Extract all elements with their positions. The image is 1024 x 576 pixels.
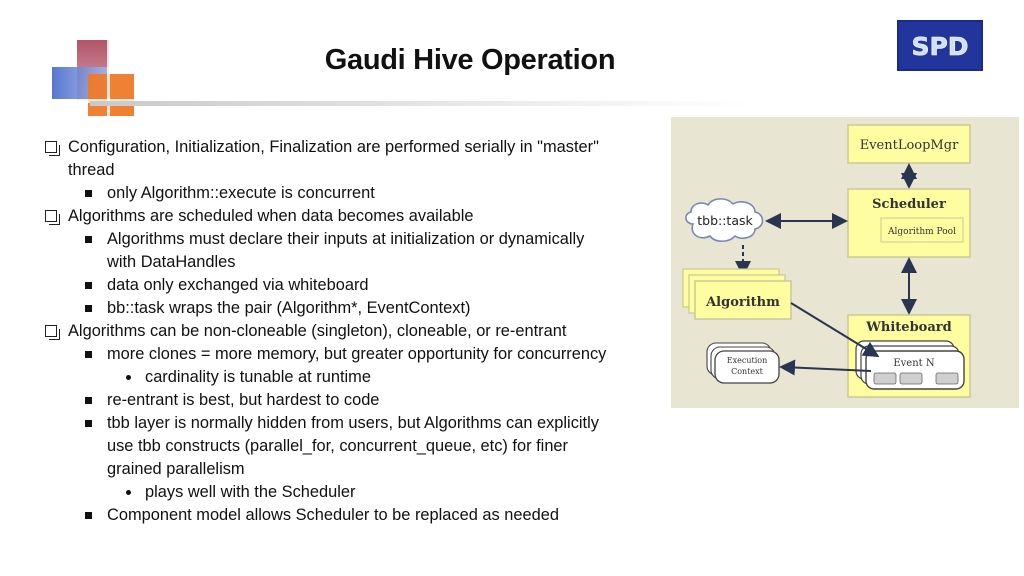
bullet-level2 xyxy=(44,504,664,527)
checkbox-bullet-icon xyxy=(45,325,57,337)
bullet-level2-continuation xyxy=(44,458,664,481)
square-bullet-icon xyxy=(85,305,92,312)
bullet-text: with DataHandles xyxy=(107,253,236,271)
title-underline xyxy=(90,101,750,106)
square-bullet-icon xyxy=(85,282,92,289)
eventloopmgr-label: EventLoopMgr xyxy=(859,138,959,153)
event-n-label: Event N xyxy=(893,358,935,369)
bullet-text: use tbb constructs (parallel_for, concurrent_queue, etc) for finer xyxy=(107,437,569,455)
bullet-level2 xyxy=(44,274,664,297)
bullet-text: data only exchanged via whiteboard xyxy=(107,276,369,294)
dot-bullet-icon xyxy=(126,375,131,380)
checkbox-bullet-icon xyxy=(45,210,57,222)
bullet-level2 xyxy=(44,389,664,412)
bullet-list xyxy=(44,136,664,527)
bullet-text: Component model allows Scheduler to be replaced as needed xyxy=(107,506,559,524)
bullet-text: only Algorithm::execute is concurrent xyxy=(107,184,375,202)
square-bullet-icon xyxy=(85,351,92,358)
tbb-task-cloud xyxy=(686,199,763,241)
bullet-level1 xyxy=(44,320,664,343)
square-bullet-icon xyxy=(85,236,92,243)
bullet-level3 xyxy=(44,481,664,504)
bullet-text: Algorithms can be non-cloneable (singleton), cloneable, or re-entrant xyxy=(68,322,567,340)
bullet-text: re-entrant is best, but hardest to code xyxy=(107,391,380,409)
bullet-text: thread xyxy=(68,161,115,179)
whiteboard-label: Whiteboard xyxy=(866,320,952,335)
execution-context-stack xyxy=(707,343,779,383)
bullet-text: plays well with the Scheduler xyxy=(145,483,356,501)
bullet-level2 xyxy=(44,182,664,205)
dot-bullet-icon xyxy=(126,490,131,495)
algorithm-label: Algorithm xyxy=(706,295,780,310)
scheduler-box xyxy=(848,189,970,257)
bullet-text: Algorithms are scheduled when data becomes available xyxy=(68,207,474,225)
logo-text: SPD xyxy=(911,32,969,61)
execution-context-line2: Context xyxy=(731,367,763,376)
square-bullet-icon xyxy=(85,512,92,519)
checkbox-bullet-icon xyxy=(45,141,57,153)
bullet-text: more clones = more memory, but greater opportunity for concurrency xyxy=(107,345,607,363)
tbb-task-label: tbb::task xyxy=(697,213,753,228)
bullet-level2 xyxy=(44,343,664,366)
bullet-text: cardinality is tunable at runtime xyxy=(145,368,371,386)
bullet-level2-continuation xyxy=(44,435,664,458)
square-bullet-icon xyxy=(85,190,92,197)
execution-context-line1: Execution xyxy=(726,356,768,365)
bullet-level2 xyxy=(44,297,664,320)
slide-title: Gaudi Hive Operation xyxy=(324,44,616,76)
bullet-text: tbb layer is normally hidden from users, but Algorithms can explicitly xyxy=(107,414,599,432)
eventloopmgr-box xyxy=(848,125,970,163)
bullet-text: Configuration, Initialization, Finalization are performed serially in "master" xyxy=(68,138,599,156)
bullet-level3 xyxy=(44,366,664,389)
bullet-level2 xyxy=(44,228,664,251)
square-bullet-icon xyxy=(85,420,92,427)
square-bullet-icon xyxy=(85,397,92,404)
algorithm-stack xyxy=(683,269,791,319)
whiteboard-box xyxy=(848,315,970,397)
bullet-text: bb::task wraps the pair (Algorithm*, EventContext) xyxy=(107,299,471,317)
scheduler-label: Scheduler xyxy=(872,197,946,212)
hive-architecture-diagram xyxy=(671,117,1019,408)
bullet-text: Algorithms must declare their inputs at initialization or dynamically xyxy=(107,230,585,248)
bullet-text: grained parallelism xyxy=(107,460,245,478)
corner-decoration xyxy=(0,0,200,130)
bullet-level1 xyxy=(44,136,664,159)
algorithm-pool-label: Algorithm Pool xyxy=(888,227,956,237)
bullet-level2 xyxy=(44,412,664,435)
spd-logo xyxy=(897,20,983,71)
bullet-level2-continuation xyxy=(44,251,664,274)
bullet-level1-continuation xyxy=(44,159,664,182)
bullet-level1 xyxy=(44,205,664,228)
